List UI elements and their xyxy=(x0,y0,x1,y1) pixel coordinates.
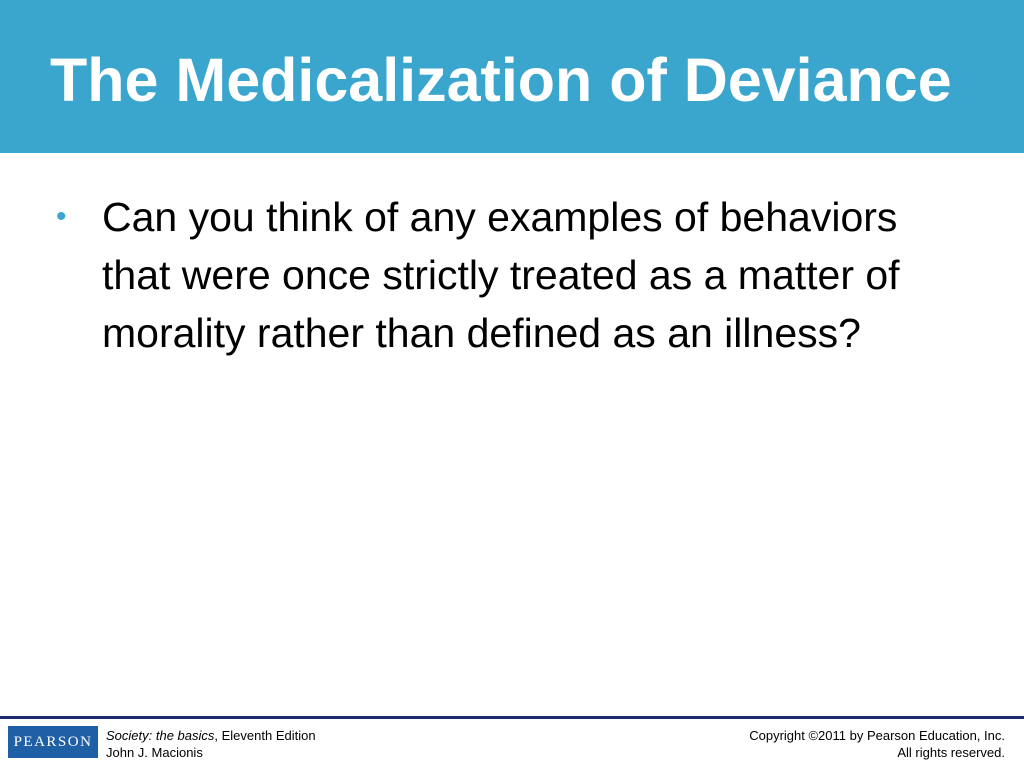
bullet-icon: • xyxy=(56,200,67,233)
footer-copyright xyxy=(749,727,1005,761)
pearson-logo xyxy=(8,726,98,758)
bullet-list xyxy=(56,188,966,362)
rights-text: All rights reserved. xyxy=(897,745,1005,760)
bullet-item xyxy=(56,188,966,362)
slide-title: The Medicalization of Deviance xyxy=(50,46,952,114)
book-title: Society: the basics xyxy=(106,728,215,743)
copyright-text: Copyright ©2011 by Pearson Education, Inc. xyxy=(749,728,1005,743)
author-name: John J. Macionis xyxy=(106,745,203,760)
footer-divider xyxy=(0,716,1024,719)
title-bar xyxy=(0,0,1024,153)
book-edition: , Eleventh Edition xyxy=(214,728,316,743)
book-line xyxy=(106,727,316,744)
bullet-text: Can you think of any examples of behaviors that were once strictly treated as a matter of morality rather than defined as an illness? xyxy=(102,194,900,356)
logo-text: PEARSON xyxy=(13,733,93,750)
footer-citation xyxy=(106,727,316,761)
